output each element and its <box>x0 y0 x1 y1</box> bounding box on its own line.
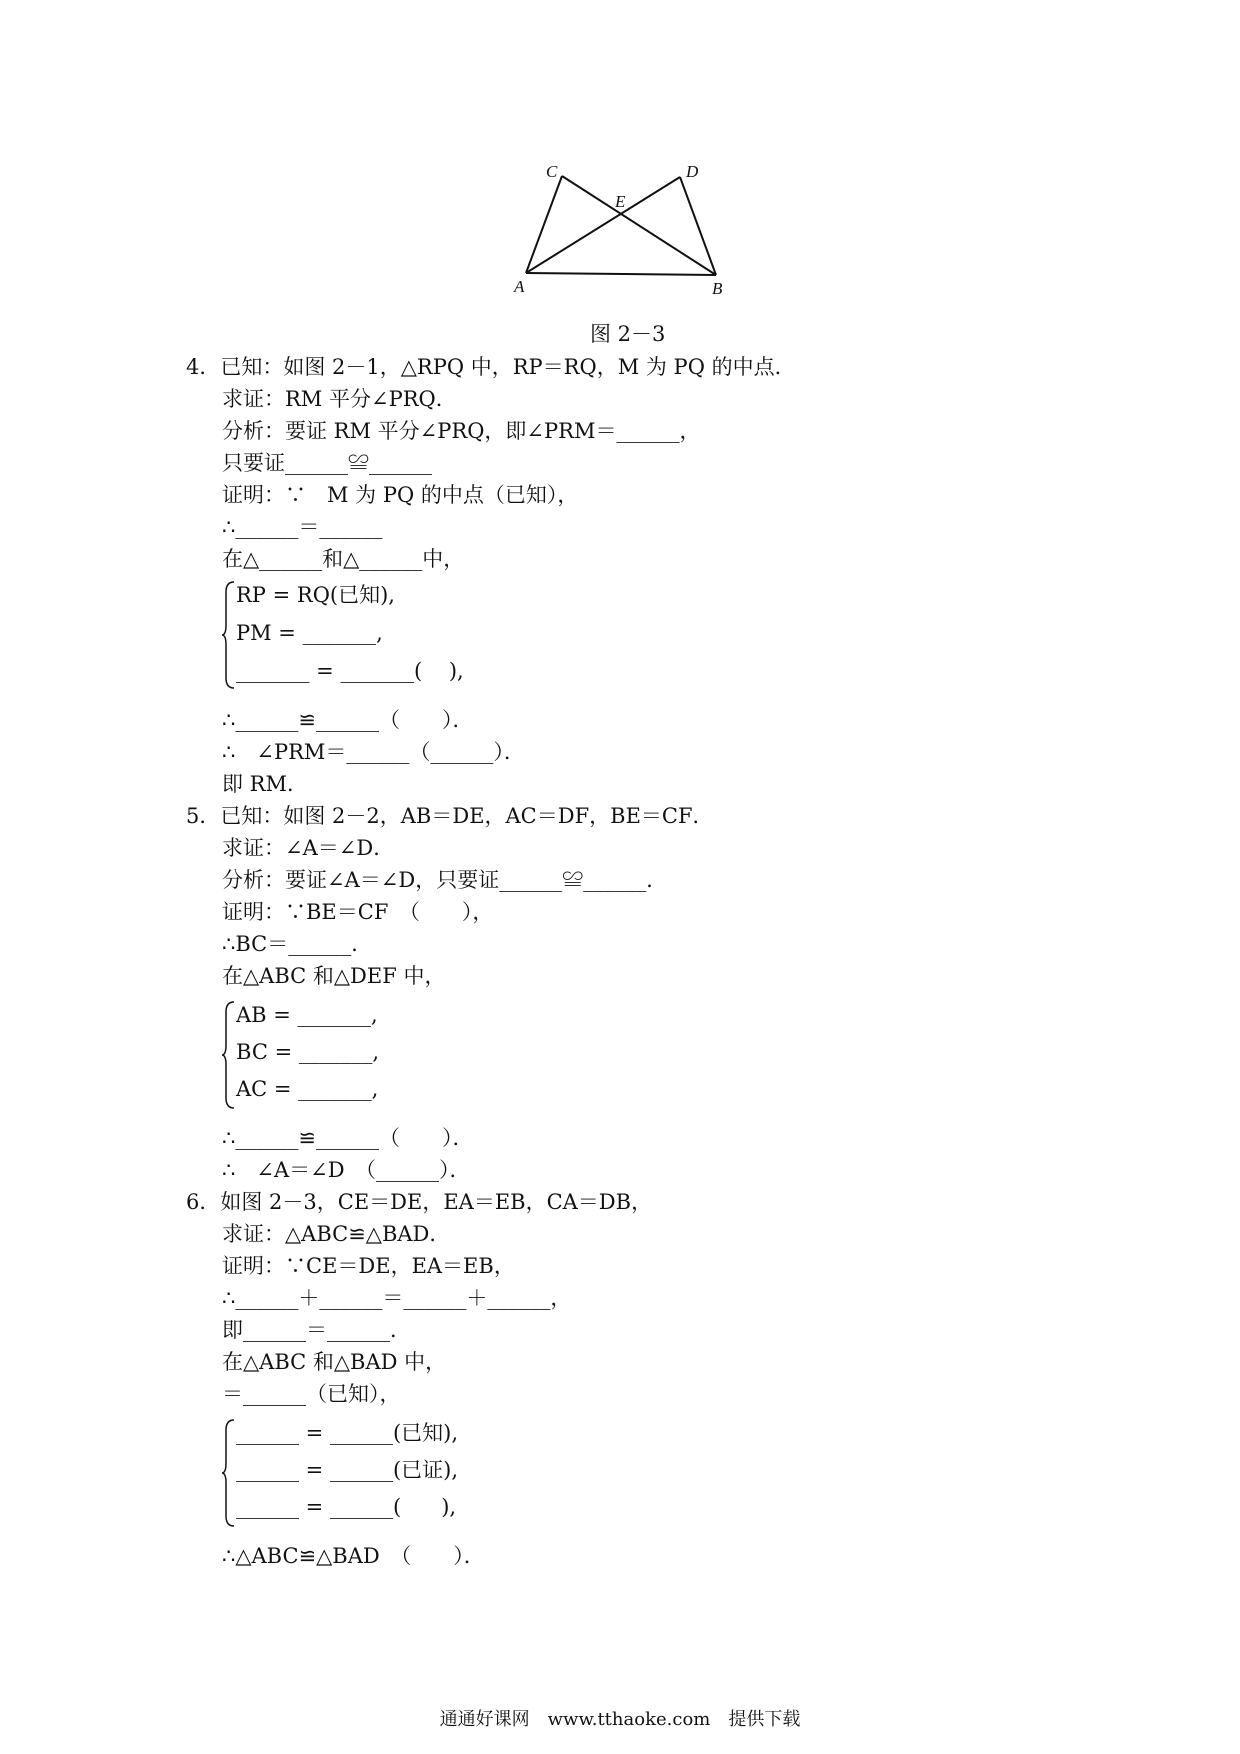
label-A: A <box>514 277 525 296</box>
system-row: ______ = ______(已证), <box>236 1458 459 1482</box>
label-B: B <box>712 279 723 298</box>
problem6-system <box>222 1418 542 1528</box>
problem6-proof-line: ＝______（已知）， <box>222 1382 401 1406</box>
problem5-analysis: 分析：要证∠A＝∠D，只要证______≌______． <box>222 868 668 892</box>
figure-2-3 <box>500 160 740 300</box>
problem6-proof-start: 证明：∵CE＝DE，EA＝EB， <box>222 1254 515 1278</box>
brace-icon <box>222 1000 236 1110</box>
problem5-proof-line: ∴BC＝______． <box>222 932 373 956</box>
segment-AC <box>526 176 562 273</box>
segment-AB <box>526 273 716 275</box>
problem6-conclusion: ∴△ABC≌△BAD （ ）． <box>222 1544 485 1568</box>
problem4-proof-start: 证明：∵ M 为 PQ 的中点（已知）， <box>222 483 579 507</box>
problem4-prove: 求证：RM 平分∠PRQ． <box>222 387 457 411</box>
brace-icon <box>222 1418 236 1528</box>
problem5-proof-line: 在△ABC 和△DEF 中， <box>222 964 446 988</box>
problem4-given: 4．已知：如图 2－1，△RPQ 中，RP＝RQ，M 为 PQ 的中点． <box>186 355 796 379</box>
system-row: AB = _______, <box>236 1003 378 1027</box>
figure-caption: 图 2－3 <box>590 322 666 346</box>
problem4-system <box>222 580 542 690</box>
problem5-given: 5．已知：如图 2－2，AB＝DE，AC＝DF，BE＝CF． <box>186 804 714 828</box>
label-C: C <box>546 162 558 181</box>
problem5-prove: 求证：∠A＝∠D． <box>222 836 395 860</box>
label-D: D <box>686 162 699 181</box>
system-row: ______ = ______(已知), <box>236 1421 459 1445</box>
segment-CB <box>562 176 716 275</box>
problem6-proof-line: 在△ABC 和△BAD 中， <box>222 1350 447 1374</box>
problem5-conclusion-2: ∴ ∠A＝∠D （______）． <box>222 1158 471 1182</box>
segment-AD <box>526 177 680 273</box>
footer-text: 通通好课网 www.tthaoke.com 提供下载 <box>439 1709 801 1730</box>
problem4-conclusion: ∴______≌______（ ）． <box>222 708 474 732</box>
problem5-conclusion: ∴______≌______（ ）． <box>222 1126 474 1150</box>
problem6-proof-line: ∴______＋______＝______＋______， <box>222 1286 572 1310</box>
label-E: E <box>615 192 626 211</box>
problem4-proof-line: 在△______和△______中， <box>222 547 465 571</box>
segment-BD <box>680 177 716 275</box>
problem6-prove: 求证：△ABC≌△BAD． <box>222 1222 451 1246</box>
problem4-conclusion-3: 即 RM． <box>222 772 308 796</box>
system-row: _______ = _______( ), <box>236 659 464 683</box>
problem4-analysis-2: 只要证______≌______ <box>222 451 432 475</box>
system-row: ______ = ______( ), <box>236 1495 457 1519</box>
system-row: RP = RQ(已知), <box>236 583 395 607</box>
brace-icon <box>222 580 236 690</box>
problem5-proof-start: 证明：∵BE＝CF （ ）， <box>222 900 494 924</box>
system-row: AC = _______, <box>236 1077 379 1101</box>
system-row: PM = _______, <box>236 621 383 645</box>
problem4-analysis: 分析：要证 RM 平分∠PRQ，即∠PRM＝______， <box>222 419 701 443</box>
problem6-given: 6．如图 2－3，CE＝DE，EA＝EB，CA＝DB， <box>186 1190 653 1214</box>
problem4-proof-line: ∴______＝______ <box>222 515 383 539</box>
system-row: BC = _______, <box>236 1040 380 1064</box>
problem5-system <box>222 1000 542 1110</box>
problem6-proof-line: 即______＝______． <box>222 1318 411 1342</box>
problem4-conclusion-2: ∴ ∠PRM＝______（______）． <box>222 740 525 764</box>
